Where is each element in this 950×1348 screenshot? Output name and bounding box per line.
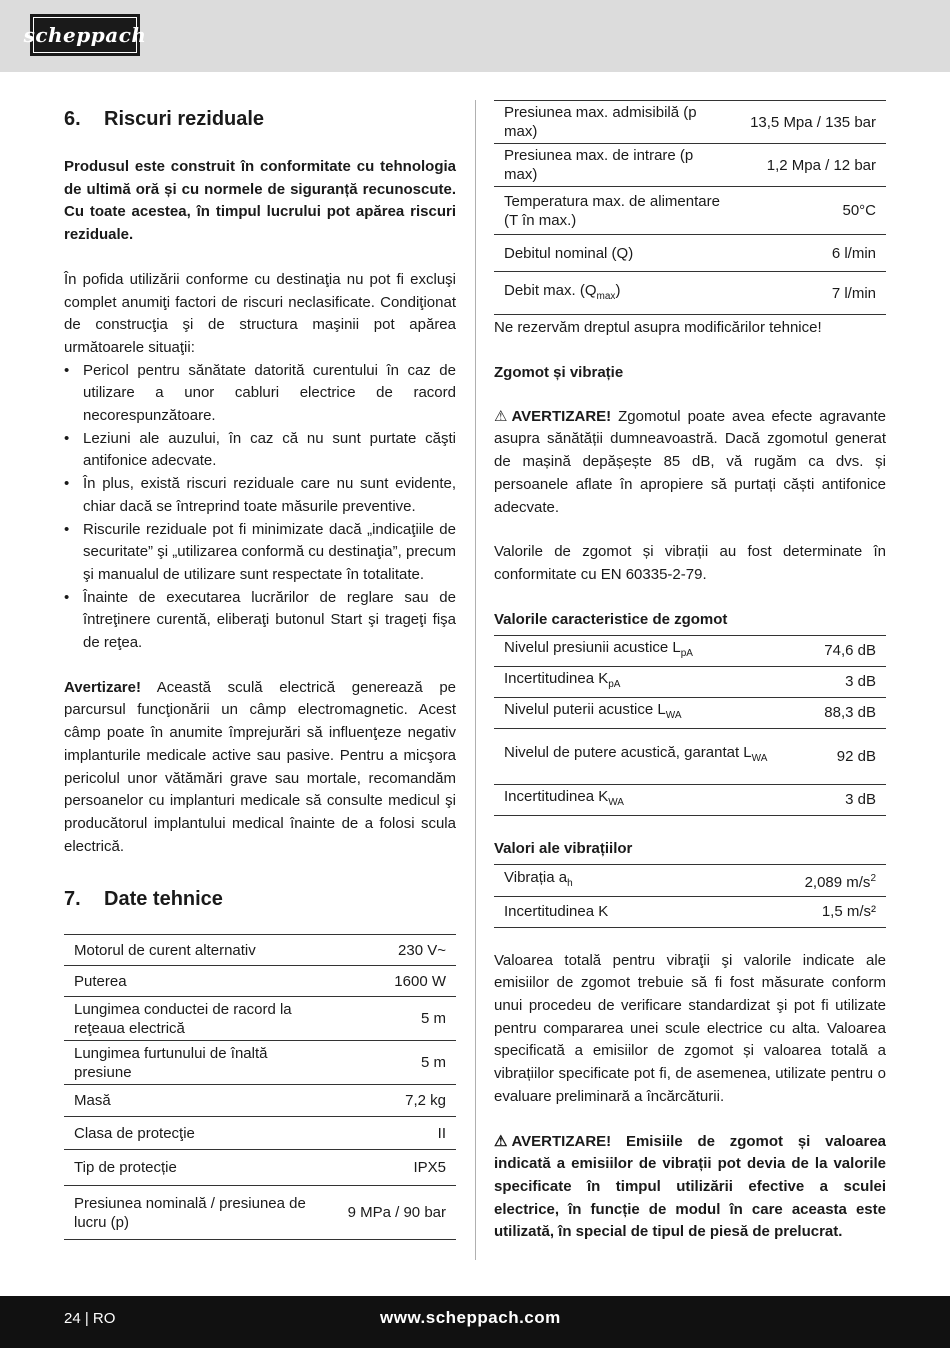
header-band — [0, 0, 950, 72]
vibration-table — [494, 864, 886, 928]
final-warning-text: Emisiile de zgomot și valoarea indicată a emisiilor de vibrații pot devia de la valorile specificate în timpul utilizării efective a sculei electrice, în funcție de modul în care aceasta este utilizată, în special de tipul de piesă de prelucrat. — [494, 1132, 886, 1241]
label-text: Debit max. (Q — [504, 281, 597, 299]
table-row — [64, 1150, 456, 1186]
label-subscript: WA — [665, 710, 682, 722]
label-subscript: pA — [680, 648, 693, 660]
noise-warning-label: AVERTIZARE! — [511, 407, 612, 425]
footer-band — [0, 1296, 950, 1348]
table-cell-value: 230 V~ — [338, 935, 456, 966]
pressure-data-table — [494, 100, 886, 315]
noise-warning-text: Zgomotul poate avea efecte agravante asupra sănătății dumneavoastră. Dacă zgomotul generat de mașină depășește 85 dB, vă rugăm ca dvs. și persoanele aflate în apropiere să purtați căști antifonice adecvate. — [494, 407, 886, 516]
table-cell-value: II — [338, 1117, 456, 1150]
table-row — [494, 635, 886, 666]
noise-warning — [494, 406, 886, 520]
table-cell-value: 1600 W — [338, 966, 456, 997]
left-column — [64, 104, 456, 1240]
section-6-paragraph: În pofida utilizării conforme cu destinaţia nu pot fi excluşi complet anumiţi factori de riscuri neclasificate. Condiţionat de construcţia şi de structura maşinii pot apărea următoarele situaţii: — [64, 270, 456, 356]
label-subscript: WA — [751, 753, 768, 765]
label-text: Incertitudinea K — [504, 788, 609, 806]
table-cell-label: Temperatura max. de alimentare (T în max.) — [494, 187, 737, 235]
table-row — [494, 697, 886, 728]
section-6-intro: Produsul este construit în conformitate cu tehnologia de ultimă oră și cu normele de siguranță recunoscute. Cu toate acestea, în timpul lucrului pot apărea riscuri reziduale. — [64, 158, 456, 244]
noise-values-table — [494, 635, 886, 816]
table-cell-value: 74,6 dB — [807, 635, 886, 666]
table-row — [494, 728, 886, 784]
table-cell-label: Presiunea max. de intrare (p max) — [494, 144, 737, 187]
table-cell-label: Tip de protecție — [64, 1150, 338, 1186]
label-text-end: ) — [615, 281, 621, 299]
table-cell-value: 7 l/min — [737, 272, 886, 315]
table-cell-value: 88,3 dB — [807, 697, 886, 728]
warning-triangle-icon: ⚠ — [494, 1132, 508, 1150]
label-text: Nivelul de putere acustică, garantat L — [504, 744, 752, 762]
table-cell-label: Lungimea furtunului de înaltă presiune — [64, 1041, 338, 1085]
table-cell-label — [494, 728, 807, 784]
label-text: Nivelul puterii acustice L — [504, 701, 666, 719]
table-cell-value: 5 m — [338, 1041, 456, 1085]
section-6-number: 6. — [64, 108, 81, 130]
list-item: • Înainte de executarea lucrărilor de reglare sau de întreţinere curentă, eliberaţi butonul Start şi trageţi fişa de reţea. — [64, 587, 456, 655]
table-cell-label: Clasa de protecţie — [64, 1117, 338, 1150]
value-superscript: 2 — [870, 872, 876, 884]
table-cell-label — [494, 784, 807, 815]
table-cell-value: 92 dB — [807, 728, 886, 784]
table-cell-label — [494, 272, 737, 315]
table-row — [64, 1117, 456, 1150]
table-cell-label: Debitul nominal (Q) — [494, 235, 737, 272]
label-subscript: h — [567, 877, 573, 889]
section-6-title: Riscuri reziduale — [104, 108, 265, 130]
table-cell-value: 9 MPa / 90 bar — [338, 1186, 456, 1240]
table-cell-label: Masă — [64, 1085, 338, 1117]
final-warning-label: AVERTIZARE! — [511, 1132, 612, 1150]
table-cell-value: 1,2 Mpa / 12 bar — [737, 144, 886, 187]
label-text: Nivelul presiunii acustice L — [504, 639, 681, 657]
column-divider — [475, 100, 476, 1260]
list-item: • În plus, există riscuri reziduale care nu sunt evidente, chiar dacă se întreprind toate măsurile preventive. — [64, 473, 456, 518]
list-item: • Pericol pentru sănătate datorită curentului în caz de utilizare a unor cabluri electrice de racord necorespunzătoare. — [64, 360, 456, 428]
table-cell-value: 6 l/min — [737, 235, 886, 272]
table-row — [494, 272, 886, 315]
table-row — [494, 864, 886, 896]
reserve-note: Ne rezervăm dreptul asupra modificărilor tehnice! — [494, 319, 822, 336]
table-cell-value: 7,2 kg — [338, 1085, 456, 1117]
right-column — [494, 100, 886, 1244]
noise-heading: Zgomot și vibrație — [494, 363, 624, 381]
table-cell-label — [494, 697, 807, 728]
page-number: 24 | RO — [64, 1310, 116, 1327]
warning-triangle-icon: ⚠ — [494, 407, 508, 425]
table-cell-label — [494, 896, 720, 927]
label-text: Incertitudinea K — [504, 670, 609, 688]
residual-risk-list — [64, 360, 456, 655]
table-row — [494, 896, 886, 927]
value-text: 1,5 m/s² — [821, 903, 876, 921]
table-cell-label: Lungimea conductei de racord la reţeaua electrică — [64, 997, 338, 1041]
table-cell-label: Presiunea nominală / presiunea de lucru (p) — [64, 1186, 338, 1240]
table-cell-value: IPX5 — [338, 1150, 456, 1186]
label-subscript: max — [596, 290, 616, 302]
table-row — [64, 1041, 456, 1085]
table-cell-label — [494, 666, 807, 697]
table-cell-label — [494, 635, 807, 666]
noise-determined-text: Valorile de zgomot și vibrații au fost determinate în conformitate cu EN 60335-2-79. — [494, 543, 886, 583]
warning-label: Avertizare! — [64, 678, 141, 696]
website-link[interactable]: www.scheppach.com — [380, 1308, 561, 1327]
label-text: Vibrația a — [504, 868, 568, 886]
brand-logo-text: scheppach — [23, 23, 147, 47]
electromagnetic-warning — [64, 677, 456, 859]
table-row — [494, 784, 886, 815]
table-row — [494, 144, 886, 187]
table-cell-label: Motorul de curent alternativ — [64, 935, 338, 966]
table-row — [64, 1186, 456, 1240]
table-row — [64, 997, 456, 1041]
list-item: • Leziuni ale auzului, în caz că nu sunt purtate căşti antifonice adecvate. — [64, 428, 456, 473]
table-row — [494, 666, 886, 697]
final-warning — [494, 1131, 886, 1245]
table-cell-value: 5 m — [338, 997, 456, 1041]
list-item: • Riscurile reziduale pot fi minimizate dacă „indicaţiile de securitate” şi „utilizarea conformă cu destinaţia”, precum şi manualul de utilizare sunt respectate în totalitate. — [64, 519, 456, 587]
value-text: 2,089 m/s — [804, 873, 871, 891]
total-values-text: Valoarea totală pentru vibraţii şi valorile indicate ale emisiilor de zgomot trebuie să fi fost măsurate conform unui procedeu de verificare standardizat şi pot fi utilizate pentru compararea unei scule electrice cu alta. Valoarea specificată a emisiilor de zgomot și valoarea totală a vibrațiilor specificate pot fi, de asemenea, utilizate pentru o evaluare preliminară a încărcăturii. — [494, 951, 886, 1105]
table-cell-value — [720, 864, 886, 896]
table-cell-value: 3 dB — [807, 666, 886, 697]
section-7-title: Date tehnice — [104, 888, 223, 911]
table-row — [64, 966, 456, 997]
vibration-heading: Valori ale vibrațiilor — [494, 839, 633, 857]
section-7-heading — [64, 884, 456, 914]
table-cell-label: Presiunea max. admisibilă (p max) — [494, 101, 737, 144]
label-subscript: WA — [608, 797, 624, 809]
table-row — [494, 187, 886, 235]
table-cell-value — [720, 896, 886, 927]
noise-values-heading: Valorile caracteristice de zgomot — [494, 610, 728, 628]
technical-data-table — [64, 934, 456, 1240]
section-7-number: 7. — [64, 888, 81, 911]
label-text: Incertitudinea K — [504, 903, 609, 921]
table-cell-value: 50°C — [737, 187, 886, 235]
table-row — [494, 101, 886, 144]
warning-text: Această sculă electrică generează pe parcursul funcţionării un câmp electromagnetic. Acest câmp poate în anumite împrejurări să influenţeze negativ implanturile medicale active sau pasive. Pentru a micşora pericolul unor vătămări grave sau mortale, recomandăm persoanelor cu implanturi medicale să consulte medicul şi producătorul implantului medical înainte de a folosi scula electrică. — [64, 678, 456, 855]
table-cell-label — [494, 864, 720, 896]
table-row — [64, 1085, 456, 1117]
section-6-heading — [64, 104, 456, 134]
table-cell-value: 13,5 Mpa / 135 bar — [737, 101, 886, 144]
brand-logo — [23, 14, 147, 56]
table-row — [64, 935, 456, 966]
table-cell-label: Puterea — [64, 966, 338, 997]
table-cell-value: 3 dB — [807, 784, 886, 815]
table-row — [494, 235, 886, 272]
label-subscript: pA — [608, 679, 621, 691]
